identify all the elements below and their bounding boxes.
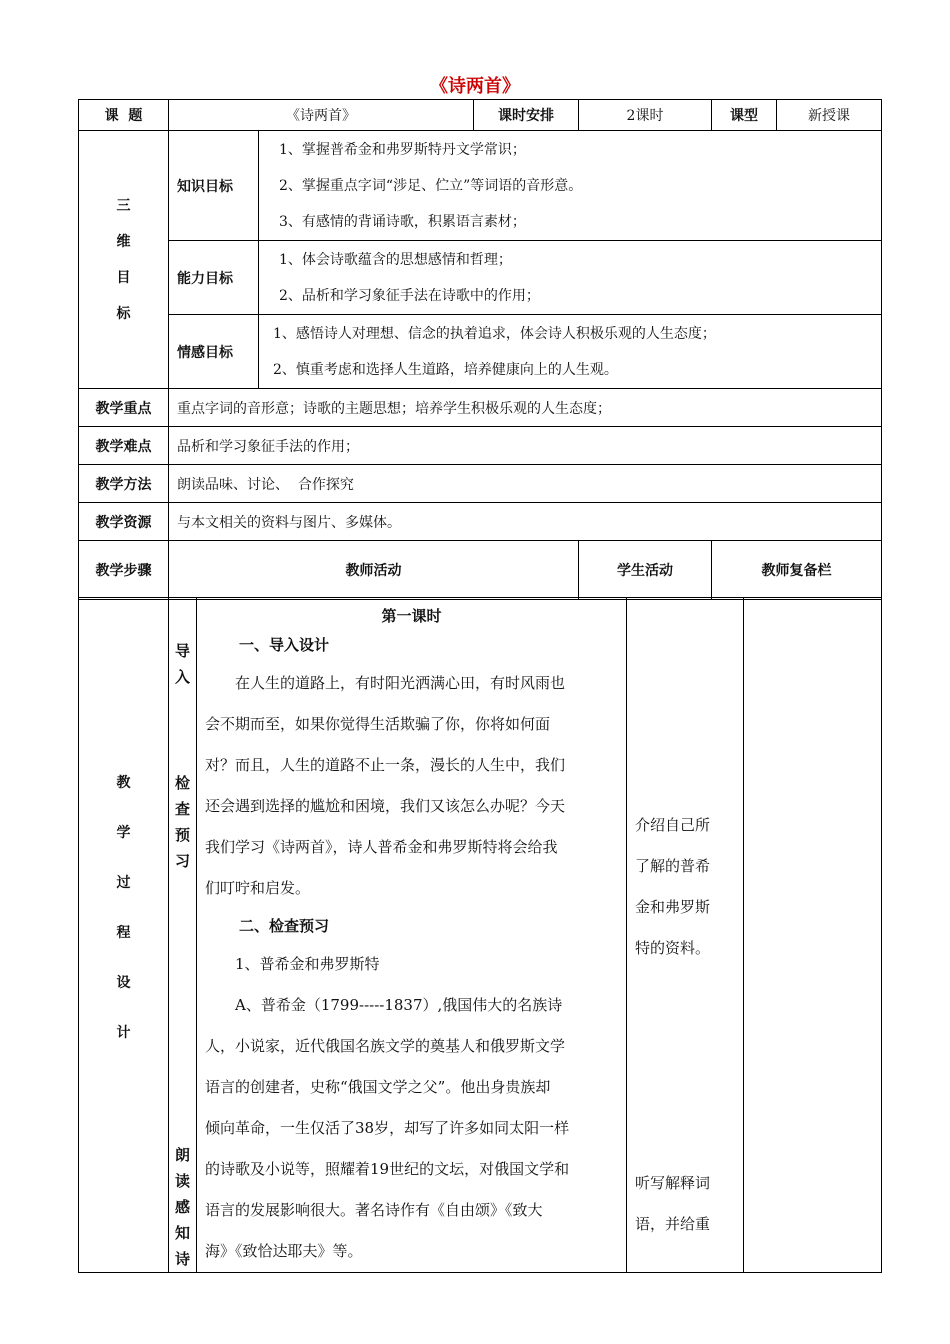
- stage-char: 习: [174, 852, 190, 870]
- goal-item: 1、感悟诗人对理想、信念的执着追求，体会诗人积极乐观的人生态度；: [273, 325, 716, 342]
- goal-item: 2、掌握重点字词“涉足、伫立”等词语的音形意。: [279, 177, 583, 194]
- goal-item: 2、慎重考虑和选择人生道路，培养健康向上的人生观。: [273, 361, 618, 378]
- methods-row: [79, 465, 882, 503]
- side-char: 学: [116, 825, 131, 841]
- student-line: 了解的普希: [635, 857, 711, 875]
- goal-item: 3、有感情的背诵诗歌，积累语言素材；: [279, 213, 526, 230]
- row-value: 重点字词的音形意；诗歌的主题思想；培养学生积极乐观的人生态度；: [169, 389, 882, 427]
- emotion-goal-label: 情感目标: [169, 315, 259, 389]
- stage-preview: [169, 770, 196, 874]
- student-note-2: [635, 1163, 735, 1245]
- goal-row-emotion: [79, 315, 882, 389]
- side-char: 三: [116, 197, 131, 214]
- paragraph-line: 人，小说家，近代俄国名族文学的奠基人和俄罗斯文学: [205, 1037, 566, 1055]
- stage-char: 感: [174, 1198, 190, 1216]
- hours-label: 课时安排: [474, 100, 579, 131]
- subject-label: 课 题: [79, 100, 169, 131]
- process-table: [78, 597, 882, 1273]
- stage-char: 检: [174, 774, 190, 792]
- stage-char: 预: [174, 826, 190, 844]
- emotion-goal-items: [259, 315, 882, 389]
- steps-header-row: [79, 541, 882, 600]
- key-points-row: [79, 389, 882, 427]
- knowledge-goal-label: 知识目标: [169, 131, 259, 241]
- hours-value: 2课时: [579, 100, 712, 131]
- subject-value: 《诗两首》: [169, 100, 474, 131]
- side-char: 维: [116, 233, 131, 250]
- student-activity-content: [627, 598, 744, 1273]
- stage-char: 导: [174, 642, 190, 660]
- type-value: 新授课: [777, 100, 882, 131]
- goal-item: 1、掌握普希金和弗罗斯特丹文学常识；: [279, 141, 526, 158]
- stage-char: 入: [174, 668, 190, 686]
- row-value: 品析和学习象征手法的作用；: [169, 427, 882, 465]
- paragraph-line: 还会遇到选择的尴尬和困境，我们又该怎么办呢？今天: [205, 797, 566, 815]
- document-title: 《诗两首》: [430, 76, 520, 97]
- type-label: 课型: [712, 100, 777, 131]
- teacher-activity-header: 教师活动: [169, 541, 579, 600]
- paragraph-line: 们叮咛和启发。: [205, 879, 311, 897]
- student-line: 语，并给重: [635, 1215, 711, 1233]
- paragraph-line: A、普希金（1799-----1837）,俄国伟大的名族诗: [235, 996, 563, 1014]
- stage-char: 诗: [174, 1250, 190, 1268]
- stage-char: 朗: [174, 1146, 190, 1164]
- student-activity-header: 学生活动: [579, 541, 712, 600]
- paragraph-line: 语言的创建者，史称“俄国文学之父”。他出身贵族却: [205, 1078, 551, 1096]
- section-heading: 二、检查预习: [239, 917, 330, 935]
- process-side-label: [79, 598, 169, 1273]
- side-char: 目: [116, 269, 131, 286]
- student-line: 特的资料。: [635, 939, 711, 957]
- side-char: 标: [116, 305, 131, 322]
- resources-row: [79, 503, 882, 541]
- student-line: 听写解释词: [635, 1174, 711, 1192]
- row-label: 教学难点: [79, 427, 169, 465]
- row-label: 教学方法: [79, 465, 169, 503]
- paragraph-line: 对？而且，人生的道路不止一条，漫长的人生中，我们: [205, 756, 566, 774]
- three-dimension-goals-label: [79, 131, 169, 389]
- paragraph-line: 倾向革命，一生仅活了38岁，却写了许多如同太阳一样: [205, 1119, 570, 1137]
- side-char: 过: [116, 875, 131, 891]
- backup-column: [744, 598, 882, 1273]
- side-char: 设: [116, 975, 131, 991]
- paragraph-line: 的诗歌及小说等，照耀着19世纪的文坛，对俄国文学和: [205, 1160, 570, 1178]
- stage-intro: [169, 638, 196, 690]
- sub-heading: 1、普希金和弗罗斯特: [235, 955, 380, 973]
- side-char: 教: [116, 775, 131, 791]
- paragraph-line: 语言的发展影响很大。著名诗作有《自由颂》《致大: [205, 1201, 543, 1219]
- goal-row-ability: [79, 241, 882, 315]
- stage-char: 读: [174, 1172, 190, 1190]
- paragraph-line: 海》《致恰达耶夫》等。: [205, 1242, 363, 1260]
- lesson-title: 第一课时: [381, 607, 442, 625]
- row-value: 与本文相关的资料与图片、多媒体。: [169, 503, 882, 541]
- goal-row-knowledge: [79, 131, 882, 241]
- header-row: [79, 100, 882, 131]
- row-label: 教学重点: [79, 389, 169, 427]
- lesson-plan-table: [78, 99, 882, 600]
- stage-char: 查: [174, 800, 190, 818]
- backup-header: 教师复备栏: [712, 541, 882, 600]
- ability-goal-label: 能力目标: [169, 241, 259, 315]
- paragraph-line: 会不期而至，如果你觉得生活欺骗了你，你将如何面: [205, 715, 551, 733]
- student-line: 介绍自己所: [635, 816, 711, 834]
- student-line: 金和弗罗斯: [635, 898, 711, 916]
- stage-char: 知: [174, 1224, 190, 1242]
- steps-header: 教学步骤: [79, 541, 169, 600]
- row-value: 朗读品味、讨论、 合作探究: [169, 465, 882, 503]
- side-char: 计: [116, 1025, 131, 1041]
- stage-reading: [169, 1142, 196, 1272]
- stage-column: [169, 598, 197, 1273]
- teacher-activity-content: [197, 598, 627, 1273]
- ability-goal-items: [259, 241, 882, 315]
- knowledge-goal-items: [259, 131, 882, 241]
- paragraph-line: 在人生的道路上，有时阳光洒满心田，有时风雨也: [235, 674, 566, 692]
- section-heading: 一、导入设计: [239, 636, 330, 654]
- difficulties-row: [79, 427, 882, 465]
- student-note-1: [635, 805, 735, 969]
- paragraph-line: 我们学习《诗两首》，诗人普希金和弗罗斯特将会给我: [205, 838, 558, 856]
- side-char: 程: [116, 925, 131, 941]
- goal-item: 1、体会诗歌蕴含的思想感情和哲理；: [279, 251, 512, 268]
- goal-item: 2、品析和学习象征手法在诗歌中的作用；: [279, 287, 540, 304]
- row-label: 教学资源: [79, 503, 169, 541]
